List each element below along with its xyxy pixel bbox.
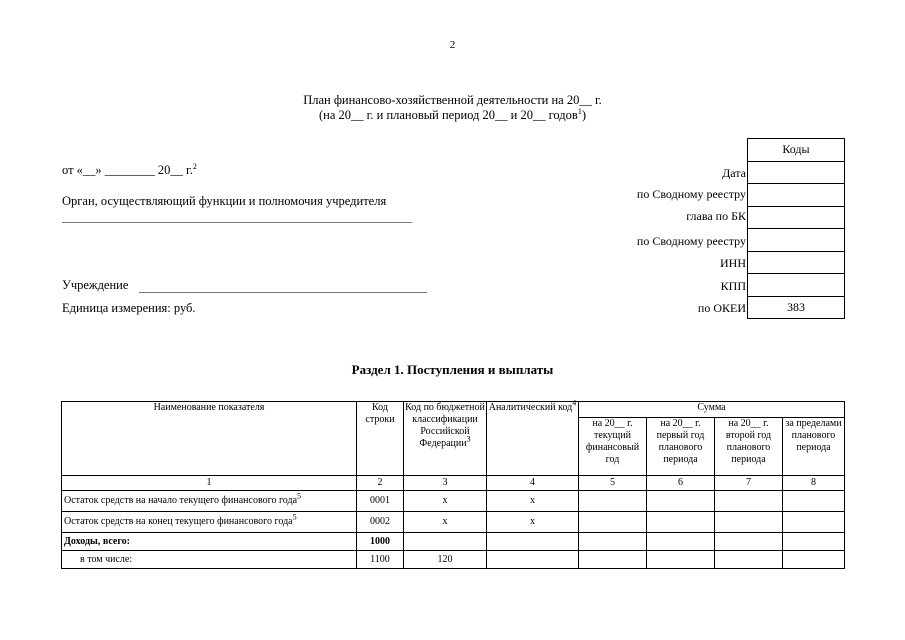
row-sum-cell[interactable]: [579, 491, 647, 512]
col-number: 1: [62, 476, 357, 491]
code-cell-inn[interactable]: [748, 251, 845, 274]
col-number: 3: [404, 476, 487, 491]
header-name: Наименование показателя: [62, 402, 357, 476]
row-bk: 120: [404, 551, 487, 569]
organ-label: Орган, осуществляющий функции и полномочия учредителя: [62, 194, 387, 208]
institution-line: Учреждение: [62, 278, 129, 292]
table-row: [62, 533, 845, 551]
row-sum-cell[interactable]: [783, 491, 845, 512]
row-name: в том числе:: [62, 551, 357, 569]
row-name: Остаток средств на начало текущего финансового года$^5$: [62, 491, 357, 512]
row-bk: [404, 533, 487, 551]
col-number: 7: [715, 476, 783, 491]
header-bk-code: Код по бюджетной классификации Российской Федерации$^3$: [404, 402, 487, 476]
row-analytic: [487, 551, 579, 569]
row-analytic: x: [487, 491, 579, 512]
row-code: 0001: [357, 491, 404, 512]
code-cell-registry[interactable]: [748, 184, 845, 207]
footnote-ref: 5: [292, 512, 297, 522]
page-title: [0, 93, 905, 123]
codes-label-registry: по Сводному реестру: [636, 187, 746, 201]
row-sum-cell[interactable]: [715, 551, 783, 569]
row-sum-cell[interactable]: [579, 533, 647, 551]
row-name: Остаток средств на конец текущего финансового года$^5$: [62, 512, 357, 533]
row-sum-cell[interactable]: [647, 491, 715, 512]
code-cell-registry-2[interactable]: [748, 229, 845, 252]
code-cell-okei[interactable]: 383: [748, 296, 845, 319]
code-cell-date[interactable]: [748, 161, 845, 184]
table-row: [62, 551, 845, 569]
header-sum-current-year: на 20__ г. текущий финансовый год: [579, 418, 647, 476]
row-code: 0002: [357, 512, 404, 533]
title-line-2: (на 20__ г. и плановый период 20__ и 20__ годов$^1$): [319, 106, 586, 122]
unit-label: Единица измерения: руб.: [62, 301, 196, 315]
footnote-ref: 5: [297, 491, 302, 501]
row-sum-cell[interactable]: [579, 512, 647, 533]
code-cell-kpp[interactable]: [748, 274, 845, 297]
col-number: 6: [647, 476, 715, 491]
header-code-line: Код строки: [357, 402, 404, 476]
header-sum-beyond: за пределами планового периода: [783, 418, 845, 476]
col-number: 8: [783, 476, 845, 491]
table-row: [62, 512, 845, 533]
row-sum-cell[interactable]: [647, 512, 715, 533]
codes-label-okei: по ОКЕИ: [697, 301, 746, 315]
row-bk: x: [404, 512, 487, 533]
row-code: 1000: [357, 533, 404, 551]
row-sum-cell[interactable]: [579, 551, 647, 569]
row-name: Доходы, всего:: [62, 533, 357, 551]
institution-underline: [139, 292, 427, 293]
footnote-ref: 2: [192, 161, 197, 171]
row-sum-cell[interactable]: [783, 512, 845, 533]
codes-label-kpp: КПП: [720, 279, 746, 293]
codes-table: [747, 138, 845, 319]
row-sum-cell[interactable]: [647, 533, 715, 551]
col-number: 4: [487, 476, 579, 491]
header-analytic: Аналитический код$^4$: [487, 402, 579, 476]
row-analytic: x: [487, 512, 579, 533]
footnote-ref: 1: [577, 106, 582, 116]
codes-label-inn: ИНН: [720, 256, 746, 270]
section-title: Раздел 1. Поступления и выплаты: [351, 362, 554, 377]
row-sum-cell[interactable]: [783, 533, 845, 551]
date-line: от «__» ________ 20__ г.$^2$: [62, 161, 197, 177]
code-cell-chapter-bk[interactable]: [748, 206, 845, 229]
row-sum-cell[interactable]: [715, 512, 783, 533]
header-sum-first-year: на 20__ г. первый год планового периода: [647, 418, 715, 476]
row-sum-cell[interactable]: [783, 551, 845, 569]
col-number: 5: [579, 476, 647, 491]
footnote-ref: 4: [572, 398, 577, 408]
page-number: 2: [449, 39, 456, 51]
organ-underline: [62, 222, 412, 223]
row-sum-cell[interactable]: [647, 551, 715, 569]
table-row: [62, 491, 845, 512]
header-sum-second-year: на 20__ г. второй год планового периода: [715, 418, 783, 476]
col-number: 2: [357, 476, 404, 491]
row-analytic: [487, 533, 579, 551]
receipts-payments-table: [61, 398, 845, 569]
row-sum-cell[interactable]: [715, 491, 783, 512]
title-line-1: План финансово-хозяйственной деятельности на 20__ г.: [303, 93, 602, 107]
row-sum-cell[interactable]: [715, 533, 783, 551]
codes-header: Коды: [748, 139, 845, 162]
codes-label-chapter-bk: глава по БК: [686, 209, 746, 223]
header-sum: Сумма: [579, 402, 845, 418]
codes-label-registry-2: по Сводному реестру: [636, 234, 746, 248]
codes-label-date: Дата: [722, 166, 746, 180]
row-bk: x: [404, 491, 487, 512]
row-code: 1100: [357, 551, 404, 569]
footnote-ref: 3: [466, 434, 471, 444]
